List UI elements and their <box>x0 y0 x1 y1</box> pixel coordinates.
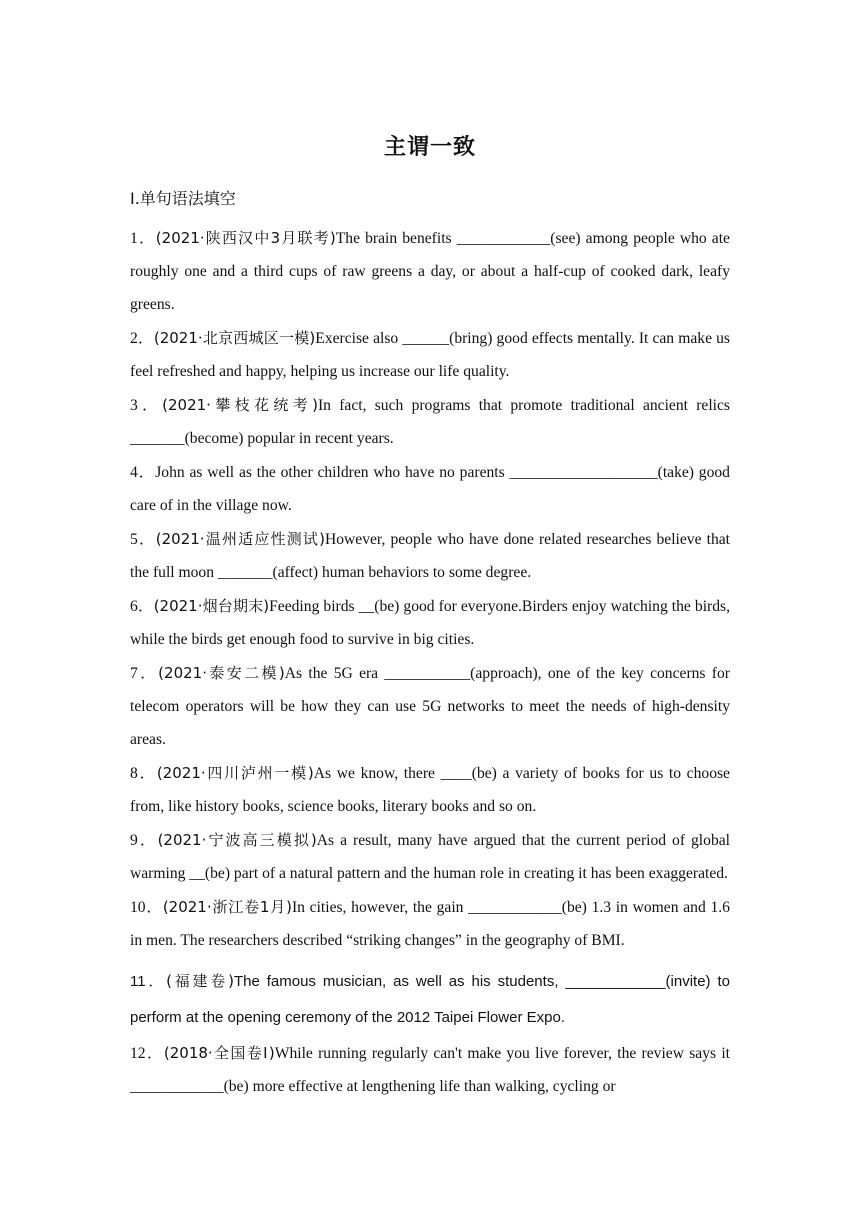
section-heading: Ⅰ.单句语法填空 <box>130 189 236 208</box>
question-text: Feeding birds __(be) good for everyone.Birders enjoy watching the birds, while the birds get enough food to survive in big cities. <box>130 598 730 648</box>
question-text: As the 5G era ___________(approach), one of the key concerns for telecom operators will be how they can use 5G networks to meet the needs of high‑density areas. <box>130 665 730 748</box>
question-text: As we know, there ____(be) a variety of books for us to choose from, like history books, science books, literary books and so on. <box>130 765 730 815</box>
question-text: Exercise also ______(bring) good effects mentally. It can make us feel refreshed and happy, helping us increase our life quality. <box>130 330 730 380</box>
question-item <box>130 322 730 388</box>
question-number: 9． <box>130 832 158 849</box>
page-title: 主谓一致 <box>383 135 476 160</box>
question-item <box>130 657 730 756</box>
question-source: (2021·陕西汉中3月联考) <box>155 229 336 247</box>
question-number: 12． <box>130 1045 164 1062</box>
question-source: (2018·全国卷Ⅰ) <box>163 1044 275 1062</box>
question-number: 1． <box>130 230 156 247</box>
question-number: 7． <box>130 665 159 682</box>
question-number: 5． <box>130 531 156 548</box>
question-text: The famous musician, as well as his students, ____________(invite) to perform at the opening ceremony of the 2012 Taipei Flower Expo. <box>130 973 730 1026</box>
question-list <box>130 222 730 1104</box>
question-number: 4． <box>130 464 156 481</box>
question-source: (2021·四川泸州一模) <box>156 764 314 782</box>
question-text: In cities, however, the gain ____________(be) 1.3 in women and 1.6 in men. The researchers described “striking changes” in the geography of BMI. <box>130 899 730 949</box>
question-source: (2021·烟台期末) <box>153 597 270 615</box>
question-text: While running regularly can't make you live forever, the review says it ____________(be) more effective at lengthening life than walking, cycling or <box>130 1045 730 1095</box>
question-text: In fact, such programs that promote traditional ancient relics _______(become) popular in recent years. <box>130 397 730 447</box>
question-item <box>130 523 730 589</box>
question-source: (2021·泰安二模) <box>158 664 285 682</box>
question-number: 10． <box>130 899 163 916</box>
question-item <box>130 456 730 522</box>
question-source: (2021·攀枝花统考) <box>162 396 318 414</box>
question-item <box>130 891 730 957</box>
question-item <box>130 1037 730 1103</box>
question-source: (福建卷) <box>166 972 234 990</box>
question-item <box>130 389 730 455</box>
question-number: 3． <box>130 397 163 414</box>
question-source: (2021·北京西城区一模) <box>153 329 316 347</box>
question-item <box>130 590 730 656</box>
question-number: 2． <box>130 330 154 347</box>
question-number: 6． <box>130 598 154 615</box>
question-number: 11． <box>130 973 167 990</box>
question-number: 8． <box>130 765 157 782</box>
question-text: John as well as the other children who have no parents ___________________(take) good care of in the village now. <box>130 464 730 514</box>
question-text: However, people who have done related researches believe that the full moon _______(affect) human behaviors to some degree. <box>130 531 730 581</box>
question-item <box>130 963 730 1036</box>
question-item <box>130 757 730 823</box>
question-source: (2021·温州适应性测试) <box>155 530 325 548</box>
question-item <box>130 222 730 321</box>
question-source: (2021·浙江卷1月) <box>162 898 292 916</box>
question-text: The brain benefits ____________(see) among people who ate roughly one and a third cups of raw greens a day, or about a half‑cup of cooked dark, leafy greens. <box>130 230 730 313</box>
question-item <box>130 824 730 890</box>
question-source: (2021·宁波高三模拟) <box>157 831 317 849</box>
question-text: As a result, many have argued that the current period of global warming __(be) part of a natural pattern and the human role in creating it has been exaggerated. <box>130 832 730 882</box>
